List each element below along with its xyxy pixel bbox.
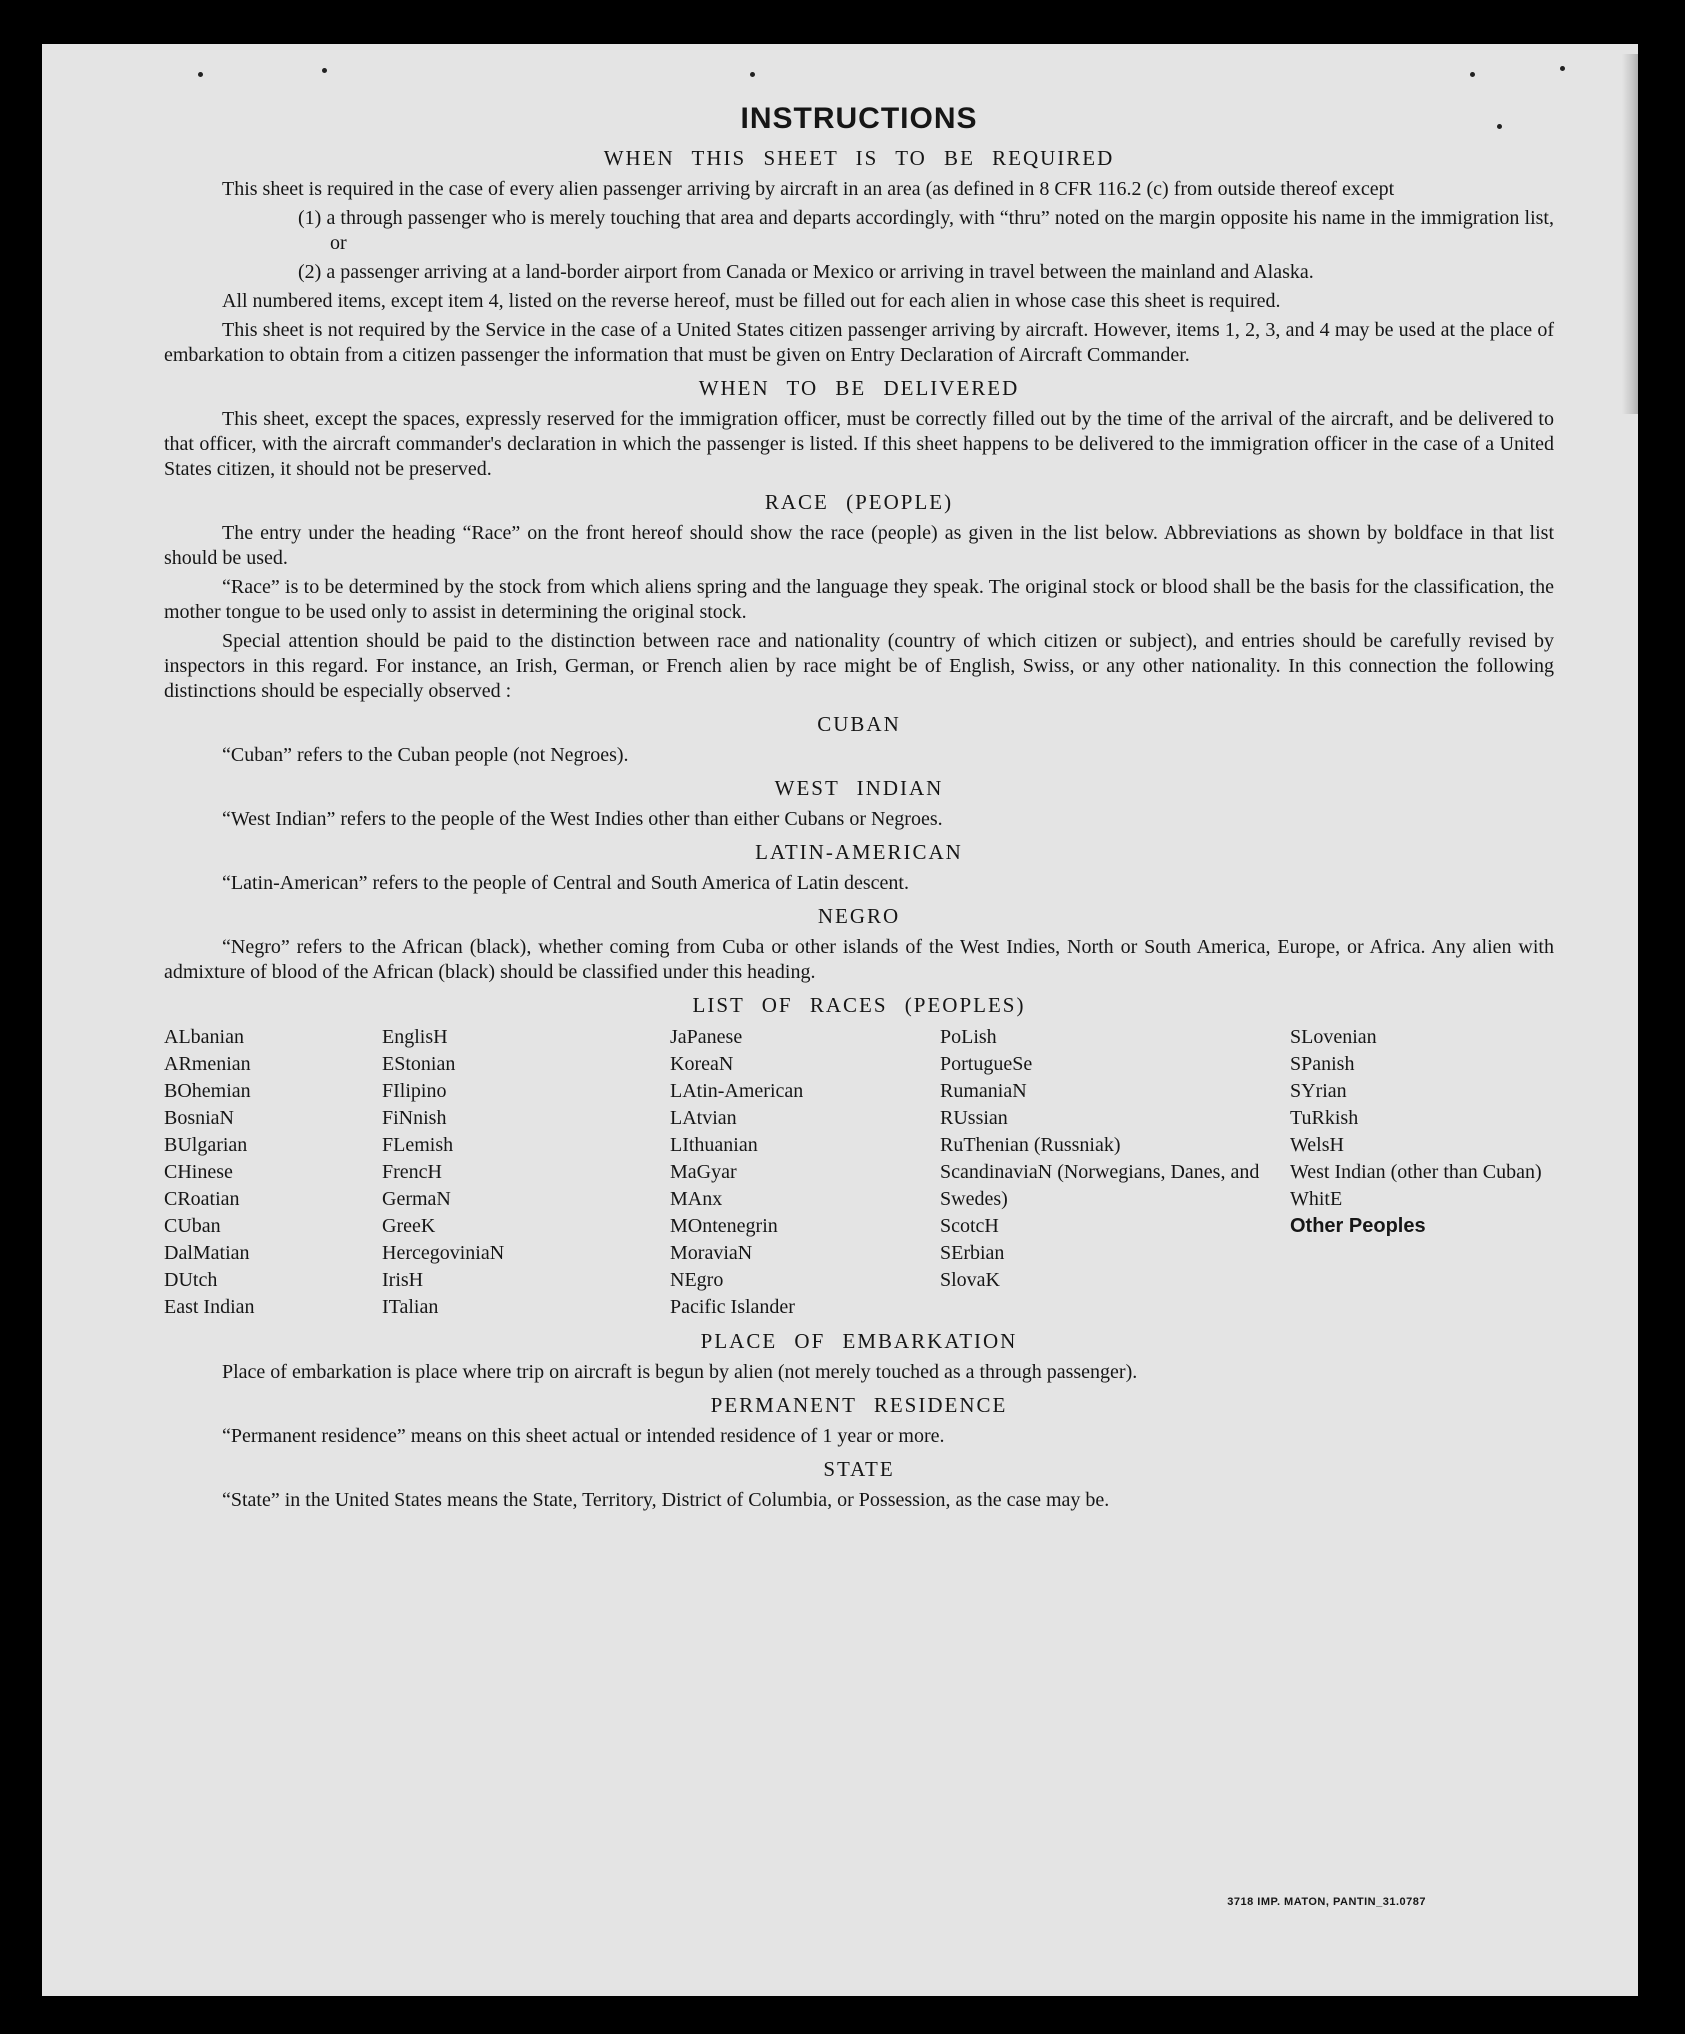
race-entry: BOhemian: [164, 1080, 251, 1102]
race-entry: MaGyar: [670, 1161, 737, 1183]
race-entry: LIthuanian: [670, 1134, 758, 1156]
race-entry: WelsH: [1290, 1134, 1344, 1156]
heading-latin-american: LATIN-AMERICAN: [755, 840, 963, 864]
paragraph: “West Indian” refers to the people of the West Indies other than either Cubans or Negroes.: [222, 808, 943, 830]
races-column: [382, 1024, 670, 1321]
race-entry: Pacific Islander: [670, 1296, 795, 1318]
heading-race: RACE (PEOPLE): [764, 490, 954, 514]
paragraph: This sheet is required in the case of every alien passenger arriving by aircraft in an area (as defined in 8 CFR 116.2 (c) from outside thereof except: [222, 178, 1395, 200]
edge-stain: [1622, 54, 1638, 414]
race-entry: MOntenegrin: [670, 1215, 778, 1237]
race-entry: LAtin-American: [670, 1080, 804, 1102]
race-entry: DUtch: [164, 1269, 218, 1291]
races-column: [940, 1024, 1290, 1321]
dust-speck: [322, 68, 327, 73]
race-entry: BosniaN: [164, 1107, 234, 1129]
paragraph: The entry under the heading “Race” on the front hereof should show the race (people) as given in the list below. Abbreviations as shown by boldface in that list should be used.: [164, 522, 1554, 569]
race-entry: FLemish: [382, 1134, 454, 1156]
race-entry: ALbanian: [164, 1026, 244, 1048]
paragraph: “Latin-American” refers to the people of Central and South America of Latin descent.: [222, 872, 909, 894]
race-entry: TuRkish: [1290, 1107, 1359, 1129]
race-entry: SlovaK: [940, 1269, 1000, 1291]
race-entry: KoreaN: [670, 1053, 734, 1075]
page-title: INSTRUCTIONS: [740, 102, 978, 135]
instruction-sheet: [42, 44, 1638, 1996]
race-entry: CHinese: [164, 1161, 233, 1183]
paragraph: This sheet is not required by the Service in the case of a United States citizen passenger arriving by aircraft. However, items 1, 2, 3, and 4 may be used at the place of embarkation to obtain from a citizen passenger the information that must be given on Entry Declaration of Aircraft Commander.: [164, 319, 1554, 366]
race-entry: CUban: [164, 1215, 221, 1237]
races-list: [164, 1024, 1554, 1321]
sheet-content: [164, 102, 1554, 1517]
heading-list-of-races: LIST OF RACES (PEOPLES): [692, 993, 1026, 1017]
race-entry: DalMatian: [164, 1242, 250, 1264]
race-entry: MAnx: [670, 1188, 723, 1210]
dust-speck: [198, 72, 203, 77]
paragraph: Place of embarkation is place where trip on aircraft is begun by alien (not merely touched as a through passenger).: [222, 1361, 1138, 1383]
dust-speck: [750, 72, 755, 77]
race-entry: ScandinaviaN (Norwegians, Danes, and Swedes): [940, 1161, 1260, 1210]
race-entry: PortugueSe: [940, 1053, 1033, 1075]
dust-speck: [1470, 72, 1475, 77]
race-entry: RumaniaN: [940, 1080, 1027, 1102]
race-entry: RUssian: [940, 1107, 1008, 1129]
race-entry: RuThenian (Russniak): [940, 1134, 1121, 1156]
paragraph: “Cuban” refers to the Cuban people (not Negroes).: [222, 744, 629, 766]
race-entry: IrisH: [382, 1269, 424, 1291]
race-entry: SLovenian: [1290, 1026, 1377, 1048]
paragraph: Special attention should be paid to the distinction between race and nationality (country of which citizen or subject), and entries should be carefully revised by inspectors in this regard. For instance, an Irish, German, or French alien by race might be of English, Swiss, or any other nationality. In this connection the following distinctions should be especially observed :: [164, 630, 1554, 702]
paragraph: All numbered items, except item 4, listed on the reverse hereof, must be filled out for each alien in whose case this sheet is required.: [222, 290, 1281, 312]
race-entry: East Indian: [164, 1296, 255, 1318]
paragraph: “Race” is to be determined by the stock from which aliens spring and the language they speak. The original stock or blood shall be the basis for the classification, the mother tongue to be used only to assist in determining the original stock.: [164, 576, 1554, 623]
race-entry: EStonian: [382, 1053, 456, 1075]
race-entry: West Indian (other than Cuban): [1290, 1161, 1542, 1183]
race-entry: FIlipino: [382, 1080, 447, 1102]
heading-permanent-residence: PERMANENT RESIDENCE: [710, 1393, 1008, 1417]
paragraph: “Permanent residence” means on this sheet actual or intended residence of 1 year or more.: [222, 1425, 945, 1447]
list-item: (1) a through passenger who is merely touching that area and departs accordingly, with “thru” noted on the margin opposite his name in the immigration list, or: [298, 207, 1554, 254]
list-item: (2) a passenger arriving at a land-border airport from Canada or Mexico or arriving in travel between the mainland and Alaska.: [298, 261, 1314, 283]
race-entry: JaPanese: [670, 1026, 743, 1048]
race-entry: ScotcH: [940, 1215, 999, 1237]
heading-when-required: WHEN THIS SHEET IS TO BE REQUIRED: [603, 146, 1115, 170]
race-entry: HercegoviniaN: [382, 1242, 505, 1264]
heading-west-indian: WEST INDIAN: [774, 776, 944, 800]
race-entry: Other Peoples: [1290, 1215, 1426, 1237]
heading-place-of-embarkation: PLACE OF EMBARKATION: [700, 1329, 1018, 1353]
race-entry: PoLish: [940, 1026, 997, 1048]
race-entry: WhitE: [1290, 1188, 1343, 1210]
race-entry: SPanish: [1290, 1053, 1355, 1075]
race-entry: SErbian: [940, 1242, 1005, 1264]
heading-when-delivered: WHEN TO BE DELIVERED: [698, 376, 1020, 400]
races-column: [670, 1024, 940, 1321]
race-entry: CRoatian: [164, 1188, 240, 1210]
race-entry: LAtvian: [670, 1107, 737, 1129]
race-entry: GermaN: [382, 1188, 451, 1210]
races-column: [1290, 1024, 1554, 1321]
paragraph: This sheet, except the spaces, expressly reserved for the immigration officer, must be correctly filled out by the time of the arrival of the aircraft, and be delivered to that officer, with the aircraft commander's declaration in which the passenger is listed. If this sheet happens to be delivered to the immigration officer in the case of a United States citizen, it should not be preserved.: [164, 408, 1554, 480]
heading-negro: NEGRO: [817, 904, 901, 928]
race-entry: BUlgarian: [164, 1134, 248, 1156]
race-entry: EnglisH: [382, 1026, 448, 1048]
race-entry: ITalian: [382, 1296, 439, 1318]
race-entry: MoraviaN: [670, 1242, 753, 1264]
race-entry: SYrian: [1290, 1080, 1347, 1102]
printer-imprint: 3718 IMP. MATON, PANTIN_31.0787: [1227, 1896, 1426, 1908]
race-entry: FrencH: [382, 1161, 442, 1183]
heading-cuban: CUBAN: [817, 712, 901, 736]
races-column: [164, 1024, 382, 1321]
dust-speck: [1560, 66, 1565, 71]
paragraph: “Negro” refers to the African (black), whether coming from Cuba or other islands of the West Indies, North or South America, Europe, or Africa. Any alien with admixture of blood of the African (black) should be classified under this heading.: [164, 936, 1554, 983]
paragraph: “State” in the United States means the State, Territory, District of Columbia, or Possession, as the case may be.: [222, 1489, 1110, 1511]
race-entry: GreeK: [382, 1215, 436, 1237]
heading-state: STATE: [823, 1457, 895, 1481]
race-entry: FiNnish: [382, 1107, 447, 1129]
race-entry: ARmenian: [164, 1053, 251, 1075]
race-entry: NEgro: [670, 1269, 724, 1291]
